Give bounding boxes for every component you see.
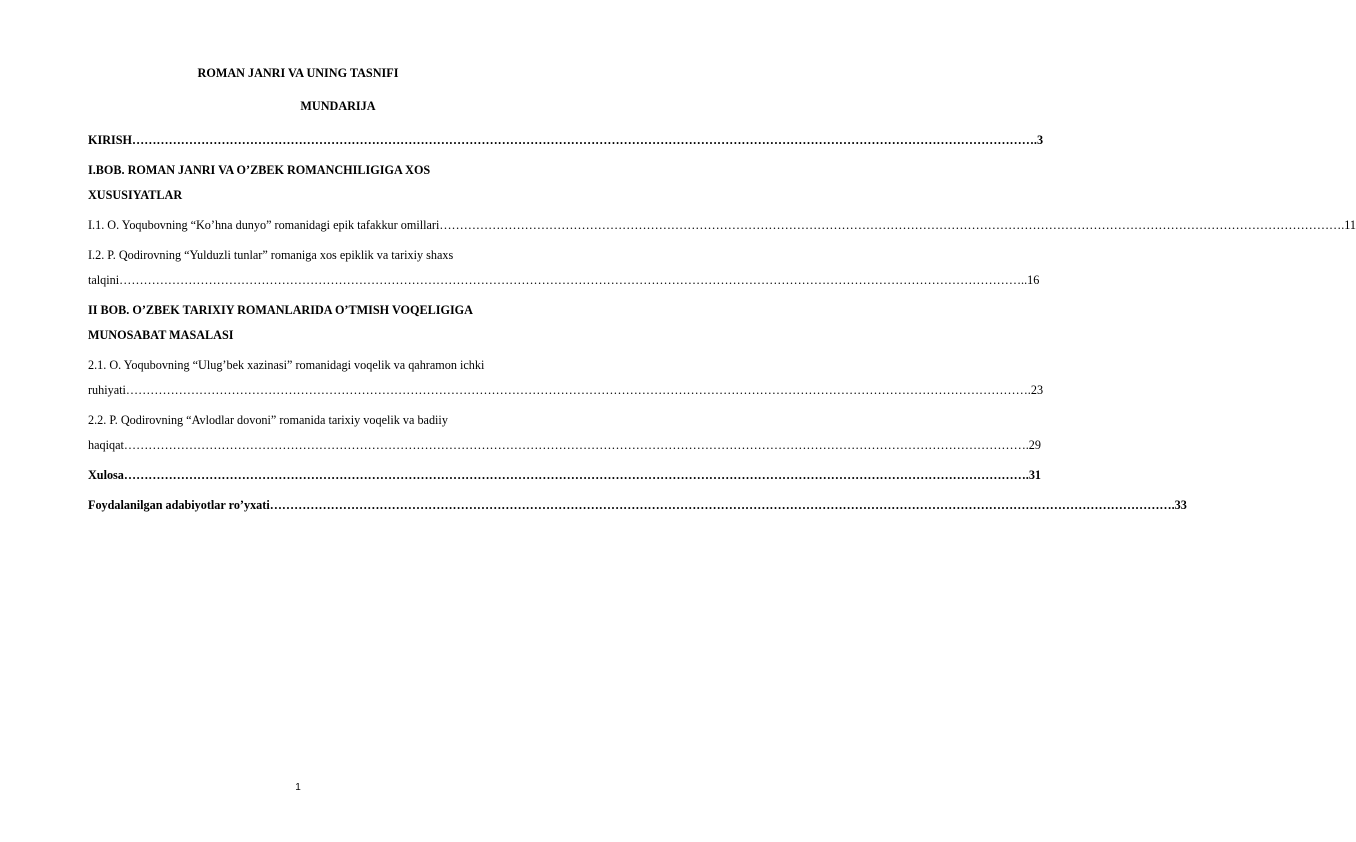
- toc-entry-label: 2.2. P. Qodirovning “Avlodlar dovoni” romanida tarixiy voqelik va badiiy: [88, 413, 448, 427]
- table-of-contents: [88, 128, 1356, 523]
- toc-entry-label: I.2. P. Qodirovning “Yulduzli tunlar” romaniga xos epiklik va tarixiy shaxs: [88, 248, 454, 262]
- toc-entry-label-cont: XUSUSIYATLAR: [88, 188, 183, 202]
- toc-entry-label: 2.1. O. Yoqubovning “Ulug’bek xazinasi” romanidagi voqelik va qahramon ichki: [88, 358, 485, 372]
- toc-page-number: .3: [1033, 133, 1044, 147]
- toc-entry-label-cont: haqiqat: [88, 438, 124, 452]
- toc-entry-label: I.BOB. ROMAN JANRI VA O’ZBEK ROMANCHILIGIGA XOS: [88, 163, 431, 177]
- toc-page-number: .33: [1171, 498, 1187, 512]
- toc-entry-label: KIRISH: [88, 133, 133, 147]
- toc-entry-label-cont: MUNOSABAT MASALASI: [88, 328, 234, 342]
- toc-entry-label: II BOB. O’ZBEK TARIXIY ROMANLARIDA O’TMISH VOQELIGIGA: [88, 303, 473, 317]
- toc-entry-references[interactable]: [88, 493, 1187, 518]
- toc-entry-section-2-2[interactable]: [88, 408, 1041, 458]
- toc-entry-section-1-1[interactable]: [88, 213, 1356, 238]
- toc-entry-label: Foydalanilgan adabiyotlar ro’yxati: [88, 498, 270, 512]
- toc-entry-chapter-2[interactable]: [88, 298, 548, 348]
- document-title: ROMAN JANRI VA UNING TASNIFI: [197, 66, 399, 80]
- toc-page-number: .23: [1027, 383, 1044, 397]
- toc-leader-dots: ……………………………………………………………………………………………………………………………………………………………………………………………………: [125, 383, 1028, 397]
- toc-entry-xulosa[interactable]: [88, 463, 1042, 488]
- toc-page-number: .29: [1025, 438, 1041, 452]
- toc-leader-dots: ……………………………………………………………………………………………………………………………………………………………………………………………………: [123, 468, 1026, 482]
- toc-entry-section-2-1[interactable]: [88, 353, 1044, 403]
- page-number: 1: [295, 782, 301, 793]
- toc-page-number: .31: [1025, 468, 1042, 482]
- toc-leader-dots: ……………………………………………………………………………………………………………………………………………………………………………………………………: [269, 498, 1172, 512]
- toc-entry-label: Xulosa: [88, 468, 124, 482]
- toc-leader-dots: ……………………………………………………………………………………………………………………………………………………………………………………………………: [132, 133, 1034, 147]
- toc-leader-dots: ……………………………………………………………………………………………………………………………………………………………………………………………………: [123, 438, 1026, 452]
- toc-entry-section-1-2[interactable]: [88, 243, 1040, 293]
- toc-entry-label-cont: talqini: [88, 273, 120, 287]
- toc-page-number: .11: [1341, 218, 1356, 232]
- toc-leader-dots: ……………………………………………………………………………………………………………………………………………………………………………………………………: [439, 218, 1342, 232]
- toc-entry-label: I.1. O. Yoqubovning “Ko’hna dunyo” romanidagi epik tafakkur omillari: [88, 218, 440, 232]
- toc-page-number: ..16: [1021, 273, 1040, 287]
- toc-entry-kirish[interactable]: [88, 128, 1044, 153]
- toc-entry-chapter-1[interactable]: [88, 158, 548, 208]
- toc-heading: MUNDARIJA: [300, 99, 376, 113]
- toc-leader-dots: ……………………………………………………………………………………………………………………………………………………………………………………………………: [119, 273, 1022, 287]
- toc-entry-label-cont: ruhiyati: [88, 383, 126, 397]
